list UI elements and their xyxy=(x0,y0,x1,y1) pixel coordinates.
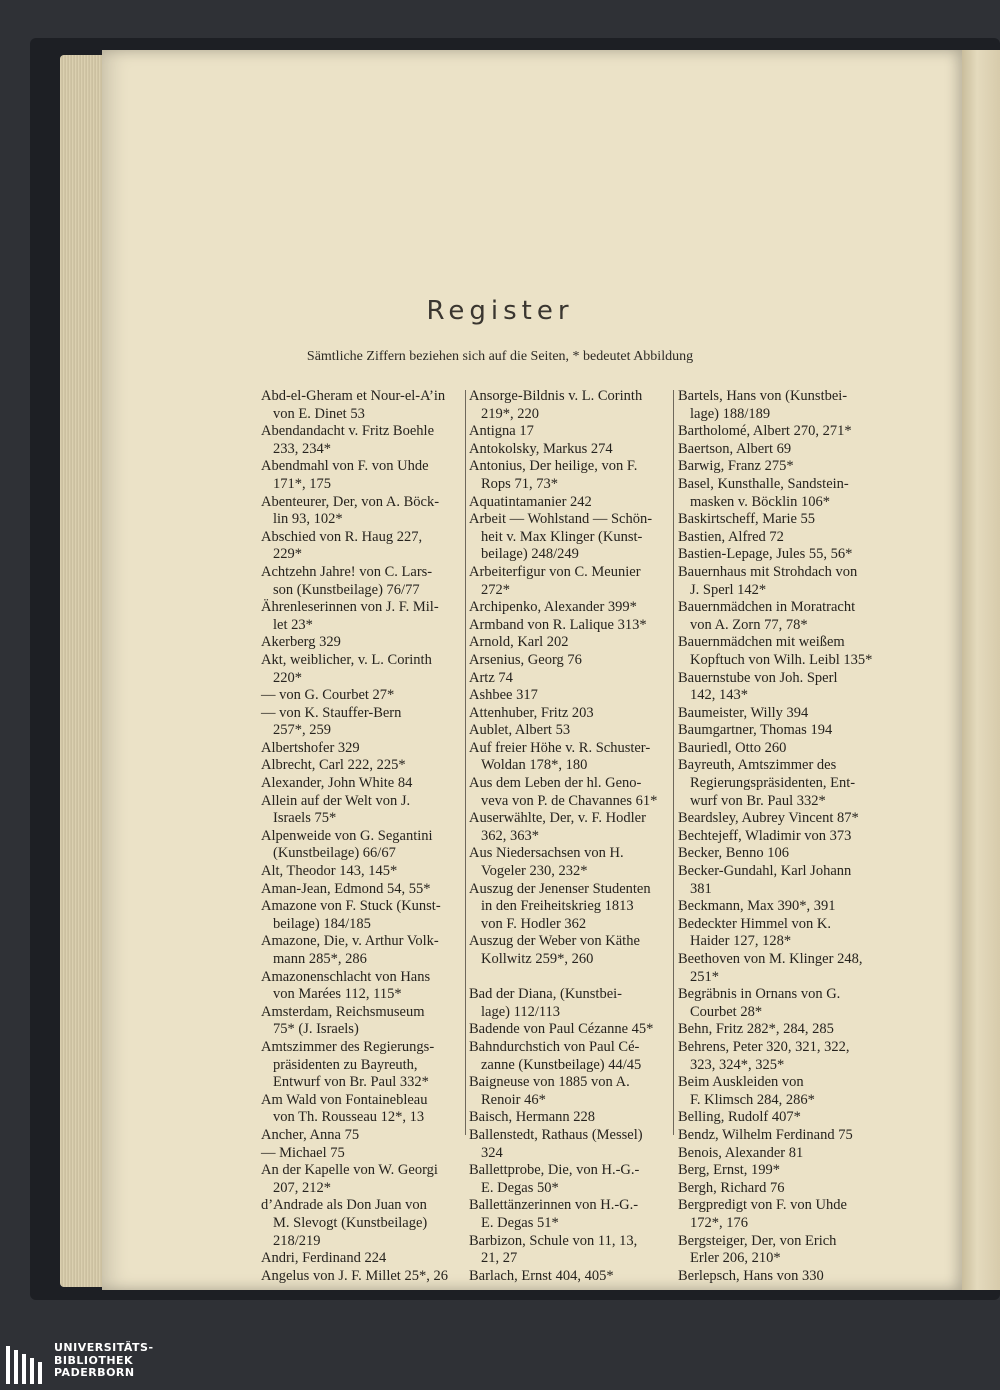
index-entry-line: Albertshofer 329 xyxy=(261,739,360,756)
index-entry-line: 233, 234* xyxy=(273,440,331,457)
index-entry-line: Barbizon, Schule von 11, 13, xyxy=(469,1232,638,1249)
index-entry xyxy=(678,670,878,705)
index-entry xyxy=(469,388,667,423)
library-logo-icon xyxy=(0,1340,50,1390)
index-entry xyxy=(261,775,459,793)
index-entry-line: Bedeckter Himmel von K. xyxy=(678,915,832,932)
index-entry-line: Antigna 17 xyxy=(469,423,534,440)
next-page-edge xyxy=(962,50,1000,1290)
index-entry-line: Bad der Diana, (Kunstbei- xyxy=(469,986,623,1003)
index-entry-line: Arsenius, Georg 76 xyxy=(469,651,582,668)
index-entry-line: F. Klimsch 284, 286* xyxy=(690,1091,815,1108)
index-entry-line: von A. Zorn 77, 78* xyxy=(690,616,808,633)
index-entry-line: Attenhuber, Fritz 203 xyxy=(469,704,594,721)
index-entry-line: lage) 112/113 xyxy=(481,1003,561,1020)
logo-line: UNIVERSITÄTS- xyxy=(54,1341,154,1354)
index-entry xyxy=(261,1039,459,1092)
index-column-3 xyxy=(678,388,878,1285)
page-edges xyxy=(60,55,106,1287)
library-logo-text xyxy=(54,1342,154,1380)
index-entry-line: Aus dem Leben der hl. Geno- xyxy=(469,775,642,792)
index-entry xyxy=(678,1145,878,1163)
index-entry xyxy=(678,423,878,441)
index-entry-line: Amazonenschlacht von Hans xyxy=(261,968,431,985)
index-entry-line: Ährenleserinnen von J. F. Mil- xyxy=(261,599,439,616)
index-entry-line: — Michael 75 xyxy=(261,1144,345,1161)
index-entry-line: Baumeister, Willy 394 xyxy=(678,704,809,721)
index-entry-line: 219*, 220 xyxy=(481,405,539,422)
index-entry-line: Arbeiterfigur von C. Meunier xyxy=(469,563,641,580)
index-entry xyxy=(678,634,878,669)
index-column-2 xyxy=(469,388,667,1285)
index-entry-line: Bastien-Lepage, Jules 55, 56* xyxy=(678,546,853,563)
index-entry-line: Behn, Fritz 282*, 284, 285 xyxy=(678,1021,834,1038)
index-entry xyxy=(469,1039,667,1074)
index-entry-line: Badende von Paul Cézanne 45* xyxy=(469,1021,654,1038)
index-entry xyxy=(261,687,459,705)
index-entry xyxy=(261,757,459,775)
index-entry xyxy=(469,652,667,670)
index-entry-line: Andri, Ferdinand 224 xyxy=(261,1250,387,1267)
index-entry xyxy=(469,617,667,635)
index-entry-line: Angelus von J. F. Millet 25*, 26 xyxy=(261,1267,448,1284)
index-entry-line: Kopftuch von Wilh. Leibl 135* xyxy=(690,651,873,668)
index-entry-line: E. Degas 50* xyxy=(481,1179,559,1196)
index-entry-line: 218/219 xyxy=(273,1232,321,1249)
index-entry-line: Haider 127, 128* xyxy=(690,933,792,950)
index-entry xyxy=(469,634,667,652)
index-entry-line: veva von P. de Chavannes 61* xyxy=(481,792,658,809)
index-entry-line: Antokolsky, Markus 274 xyxy=(469,440,613,457)
index-entry xyxy=(469,775,667,810)
index-entry xyxy=(469,722,667,740)
index-entry-line: Berlepsch, Hans von 330 xyxy=(678,1267,824,1284)
index-entry xyxy=(678,705,878,723)
index-entry-line: Am Wald von Fontainebleau xyxy=(261,1091,428,1108)
logo-line: PADERBORN xyxy=(54,1366,135,1379)
index-entry xyxy=(678,458,878,476)
index-entry xyxy=(469,933,667,968)
index-entry-line: präsidenten zu Bayreuth, xyxy=(273,1056,418,1073)
index-entry-line: Bauriedl, Otto 260 xyxy=(678,739,787,756)
index-entry-line: Vogeler 230, 232* xyxy=(481,863,588,880)
index-entry-line: Bartholomé, Albert 270, 271* xyxy=(678,423,852,440)
index-entry-line: Amtszimmer des Regierungs- xyxy=(261,1038,435,1055)
index-entry xyxy=(678,1074,878,1109)
index-entry-line: Ballettprobe, Die, von H.-G.- xyxy=(469,1162,640,1179)
index-entry-line: Bauernmädchen mit weißem xyxy=(678,634,845,651)
index-entry-line: von F. Hodler 362 xyxy=(481,915,587,932)
index-entry xyxy=(469,1162,667,1197)
index-entry-line: Bergsteiger, Der, von Erich xyxy=(678,1232,837,1249)
index-entry xyxy=(469,511,667,564)
index-entry xyxy=(261,1197,459,1250)
index-entry-line: Ancher, Anna 75 xyxy=(261,1126,360,1143)
index-entry xyxy=(469,564,667,599)
index-entry-line: Antonius, Der heilige, von F. xyxy=(469,458,638,475)
index-entry-line: J. Sperl 142* xyxy=(690,581,767,598)
column-rule xyxy=(673,390,674,1135)
index-entry-line: 229* xyxy=(273,546,302,563)
index-entry xyxy=(469,810,667,845)
index-entry xyxy=(469,881,667,934)
index-entry xyxy=(261,494,459,529)
index-entry xyxy=(261,740,459,758)
index-entry xyxy=(678,599,878,634)
index-entry-line: Ballettänzerinnen von H.-G.- xyxy=(469,1197,639,1214)
index-entry xyxy=(469,441,667,459)
index-entry-line: Akerberg 329 xyxy=(261,634,341,651)
index-entry-line: Beim Auskleiden von xyxy=(678,1074,804,1091)
index-entry-line: Bergpredigt von F. von Uhde xyxy=(678,1197,847,1214)
index-entry xyxy=(261,652,459,687)
index-entry xyxy=(678,1109,878,1127)
page-subtitle: Sämtliche Ziffern beziehen sich auf die Seiten, * bedeutet Abbildung xyxy=(306,349,694,364)
index-entry-line: lin 93, 102* xyxy=(273,511,343,528)
index-entry xyxy=(261,933,459,968)
index-entry-line: mann 285*, 286 xyxy=(273,951,367,967)
index-entry xyxy=(261,863,459,881)
index-entry xyxy=(678,916,878,951)
index-entry-line: M. Slevogt (Kunstbeilage) xyxy=(273,1214,428,1231)
index-entry xyxy=(261,388,459,423)
index-entry xyxy=(678,863,878,898)
index-entry xyxy=(469,1233,667,1268)
index-entry-line: (Kunstbeilage) 66/67 xyxy=(273,845,396,862)
index-entry-line: Entwurf von Br. Paul 332* xyxy=(273,1074,429,1091)
index-entry xyxy=(261,828,459,863)
index-entry xyxy=(678,476,878,511)
index-entry-line: 257*, 259 xyxy=(273,722,331,739)
index-entry-line: Aquatintamanier 242 xyxy=(469,493,592,510)
index-entry xyxy=(678,441,878,459)
index-entry-line: Ballenstedt, Rathaus (Messel) xyxy=(469,1126,643,1143)
index-entry xyxy=(469,740,667,775)
index-entry-line: Barlach, Ernst 404, 405* xyxy=(469,1267,614,1284)
index-entry-line: Alpenweide von G. Segantini xyxy=(261,827,433,844)
index-entry xyxy=(469,687,667,705)
index-entry xyxy=(678,810,878,828)
index-entry-line: Bastien, Alfred 72 xyxy=(678,528,784,545)
index-entry-line: Alt, Theodor 143, 145* xyxy=(261,863,398,880)
index-entry-line: Baskirtscheff, Marie 55 xyxy=(678,511,816,528)
index-entry xyxy=(261,1268,459,1286)
index-entry-line: Armband von R. Lalique 313* xyxy=(469,616,647,633)
index-entry-line: Achtzehn Jahre! von C. Lars- xyxy=(261,563,433,580)
index-entry xyxy=(469,494,667,512)
index-entry-line: von Th. Rousseau 12*, 13 xyxy=(273,1109,425,1126)
index-entry xyxy=(469,845,667,880)
index-entry xyxy=(678,546,878,564)
index-entry-line: Courbet 28* xyxy=(690,1003,763,1020)
index-entry xyxy=(678,529,878,547)
index-entry xyxy=(469,1021,667,1039)
index-entry-line: Benois, Alexander 81 xyxy=(678,1144,804,1161)
index-entry xyxy=(261,1162,459,1197)
index-entry-line: let 23* xyxy=(273,616,313,633)
index-entry-line: Archipenko, Alexander 399* xyxy=(469,599,637,616)
index-entry-line: Bechtejeff, Wladimir von 373 xyxy=(678,827,852,844)
index-entry-line: Auserwählte, Der, v. F. Hodler xyxy=(469,810,646,827)
index-entry-line: in den Freiheitskrieg 1813 xyxy=(481,898,634,915)
index-entry-line: 207, 212* xyxy=(273,1179,331,1196)
index-entry-line: Bauernstube von Joh. Sperl xyxy=(678,669,838,686)
index-entry-line: wurf von Br. Paul 332* xyxy=(690,792,826,809)
index-entry-line: zanne (Kunstbeilage) 44/45 xyxy=(481,1056,642,1073)
index-entry xyxy=(469,1109,667,1127)
index-entry-line: Arnold, Karl 202 xyxy=(469,634,569,651)
index-entry-line: Baisch, Hermann 228 xyxy=(469,1109,596,1126)
index-entry-line: Bartels, Hans von (Kunstbei- xyxy=(678,388,848,404)
index-entry-line: Rops 71, 73* xyxy=(481,475,558,492)
index-entry-line: von Marées 112, 115* xyxy=(273,986,402,1003)
index-entry xyxy=(678,388,878,423)
index-entry-line: E. Degas 51* xyxy=(481,1214,559,1231)
index-entry-line: Amazone von F. Stuck (Kunst- xyxy=(261,898,441,915)
index-entry-line: Aus Niedersachsen von H. xyxy=(469,845,624,862)
index-entry-line: Bendz, Wilhelm Ferdinand 75 xyxy=(678,1126,853,1143)
index-entry xyxy=(261,1092,459,1127)
index-entry-line: heit v. Max Klinger (Kunst- xyxy=(481,528,643,545)
index-entry-line: Abschied von R. Haug 227, xyxy=(261,528,423,545)
index-entry-line: Aublet, Albert 53 xyxy=(469,722,571,739)
index-entry xyxy=(678,1127,878,1145)
index-entry-line: Kollwitz 259*, 260 xyxy=(481,951,594,967)
index-entry xyxy=(261,969,459,1004)
index-entry-line: 251* xyxy=(690,968,719,985)
index-entry-line: beilage) 184/185 xyxy=(273,915,371,932)
index-entry-line: Becker-Gundahl, Karl Johann xyxy=(678,863,852,880)
index-entry xyxy=(261,634,459,652)
index-entry-line: Basel, Kunsthalle, Sandstein- xyxy=(678,475,849,492)
index-entry xyxy=(678,1268,878,1286)
index-entry-line: Bayreuth, Amtszimmer des xyxy=(678,757,837,774)
index-entry xyxy=(678,898,878,916)
index-entry-line: Allein auf der Welt von J. xyxy=(261,792,411,809)
index-entry xyxy=(261,423,459,458)
index-entry xyxy=(469,1268,667,1286)
index-entry xyxy=(469,423,667,441)
index-column-1 xyxy=(261,388,459,1285)
index-entry-line: Artz 74 xyxy=(469,669,513,686)
index-entry xyxy=(469,986,667,1021)
index-entry xyxy=(678,740,878,758)
index-entry xyxy=(678,1162,878,1180)
index-entry-line: d’Andrade als Don Juan von xyxy=(261,1197,427,1214)
index-entry xyxy=(469,599,667,617)
index-entry-line: Amsterdam, Reichsmuseum xyxy=(261,1003,425,1020)
index-entry-line: Arbeit — Wohlstand — Schön- xyxy=(469,511,653,528)
index-entry-line: 220* xyxy=(273,669,302,686)
index-entry-line: 75* (J. Israels) xyxy=(273,1021,359,1038)
index-entry-line: Bergh, Richard 76 xyxy=(678,1179,785,1196)
index-entry xyxy=(678,722,878,740)
index-entry xyxy=(261,529,459,564)
index-entry xyxy=(261,599,459,634)
index-entry-line: Alexander, John White 84 xyxy=(261,775,413,792)
index-entry-line: lage) 188/189 xyxy=(690,405,771,422)
page-title: Register xyxy=(426,296,574,326)
index-entry-line: — von K. Stauffer-Bern xyxy=(261,704,402,721)
index-entry xyxy=(261,1250,459,1268)
index-entry-line: von E. Dinet 53 xyxy=(273,405,365,422)
index-entry-line: 171*, 175 xyxy=(273,475,331,492)
index-entry-line: 142, 143* xyxy=(690,687,748,704)
index-entry-line: Belling, Rudolf 407* xyxy=(678,1109,801,1126)
index-entry xyxy=(261,1004,459,1039)
index-entry-line: 362, 363* xyxy=(481,827,539,844)
index-entry xyxy=(678,828,878,846)
index-entry xyxy=(469,705,667,723)
index-entry-line: 272* xyxy=(481,581,510,598)
index-entry-line: Auf freier Höhe v. R. Schuster- xyxy=(469,739,651,756)
index-entry-line: beilage) 248/249 xyxy=(481,546,579,563)
index-entry xyxy=(261,793,459,828)
index-entry-line: 323, 324*, 325* xyxy=(690,1056,785,1073)
index-entry xyxy=(678,845,878,863)
index-entry xyxy=(261,458,459,493)
index-entry-line: Amazone, Die, v. Arthur Volk- xyxy=(261,933,439,950)
index-entry xyxy=(469,1197,667,1232)
index-entry xyxy=(678,1233,878,1268)
index-entry-line: Becker, Benno 106 xyxy=(678,845,789,862)
index-entry-line: Ashbee 317 xyxy=(469,687,538,704)
index-entry-line: Ansorge-Bildnis v. L. Corinth xyxy=(469,388,643,404)
index-entry-line: 381 xyxy=(690,880,712,897)
index-entry-line: Baigneuse von 1885 von A. xyxy=(469,1074,630,1091)
index-entry-line: Berg, Ernst, 199* xyxy=(678,1162,781,1179)
index-entry-line: Woldan 178*, 180 xyxy=(481,757,588,774)
index-entry-line: Renoir 46* xyxy=(481,1091,546,1108)
logo-line: BIBLIOTHEK xyxy=(54,1353,134,1367)
index-entry-line: Baertson, Albert 69 xyxy=(678,440,792,457)
column-rule xyxy=(465,390,466,1135)
index-entry xyxy=(469,1074,667,1109)
index-entry xyxy=(469,670,667,688)
index-entry xyxy=(678,986,878,1021)
index-entry-line: Barwig, Franz 275* xyxy=(678,458,794,475)
index-entry xyxy=(678,564,878,599)
index-entry-line: Abendmahl von F. von Uhde xyxy=(261,458,429,475)
index-entry-line: Bauernmädchen in Moratracht xyxy=(678,599,856,616)
index-entry-line: 172*, 176 xyxy=(690,1214,748,1231)
index-entry xyxy=(261,881,459,899)
index-entry-line: Abendandacht v. Fritz Boehle xyxy=(261,423,435,440)
index-entry xyxy=(678,1180,878,1198)
index-entry xyxy=(678,511,878,529)
index-entry xyxy=(261,705,459,740)
index-entry-line: Begräbnis in Ornans von G. xyxy=(678,986,841,1003)
index-entry-line: 324 xyxy=(481,1144,503,1161)
index-entry xyxy=(261,898,459,933)
index-entry-line: Erler 206, 210* xyxy=(690,1250,781,1267)
index-entry-line: An der Kapelle von W. Georgi xyxy=(261,1162,438,1179)
index-entry-line: Abenteurer, Der, von A. Böck- xyxy=(261,493,440,510)
index-entry-line: Beckmann, Max 390*, 391 xyxy=(678,898,836,915)
index-entry-line: Auszug der Jenenser Studenten xyxy=(469,880,651,897)
index-entry-line: Albrecht, Carl 222, 225* xyxy=(261,757,406,774)
index-entry-line: — von G. Courbet 27* xyxy=(261,687,395,704)
index-entry-line: Israels 75* xyxy=(273,810,337,827)
index-entry-line: Akt, weiblicher, v. L. Corinth xyxy=(261,651,432,668)
index-entry-line: masken v. Böcklin 106* xyxy=(690,493,831,510)
index-entry xyxy=(469,1127,667,1162)
index-entry-line: Aman-Jean, Edmond 54, 55* xyxy=(261,880,431,897)
index-entry-line: Behrens, Peter 320, 321, 322, xyxy=(678,1038,850,1055)
index-entry-line: Beardsley, Aubrey Vincent 87* xyxy=(678,810,859,827)
index-entry-line: Baumgartner, Thomas 194 xyxy=(678,722,833,739)
index-entry-line: Regierungspräsidenten, Ent- xyxy=(690,775,856,792)
index-entry xyxy=(261,1145,459,1163)
index-entry xyxy=(469,458,667,493)
index-entry xyxy=(678,1197,878,1232)
index-entry xyxy=(678,951,878,986)
index-entry-line: Beethoven von M. Klinger 248, xyxy=(678,951,863,967)
index-entry xyxy=(678,1021,878,1039)
index-entry-line: Auszug der Weber von Käthe xyxy=(469,933,640,950)
index-entry-line: 21, 27 xyxy=(481,1250,518,1267)
index-entry-line: Bauernhaus mit Strohdach von xyxy=(678,563,858,580)
index-entry-line: Abd-el-Gheram et Nour-el-A’in xyxy=(261,388,446,404)
index-entry xyxy=(678,1039,878,1074)
index-entry xyxy=(261,1127,459,1145)
index-entry xyxy=(261,564,459,599)
index-entry-line: son (Kunstbeilage) 76/77 xyxy=(273,581,420,598)
index-entry-line: Bahndurchstich von Paul Cé- xyxy=(469,1038,640,1055)
index-entry xyxy=(678,757,878,810)
